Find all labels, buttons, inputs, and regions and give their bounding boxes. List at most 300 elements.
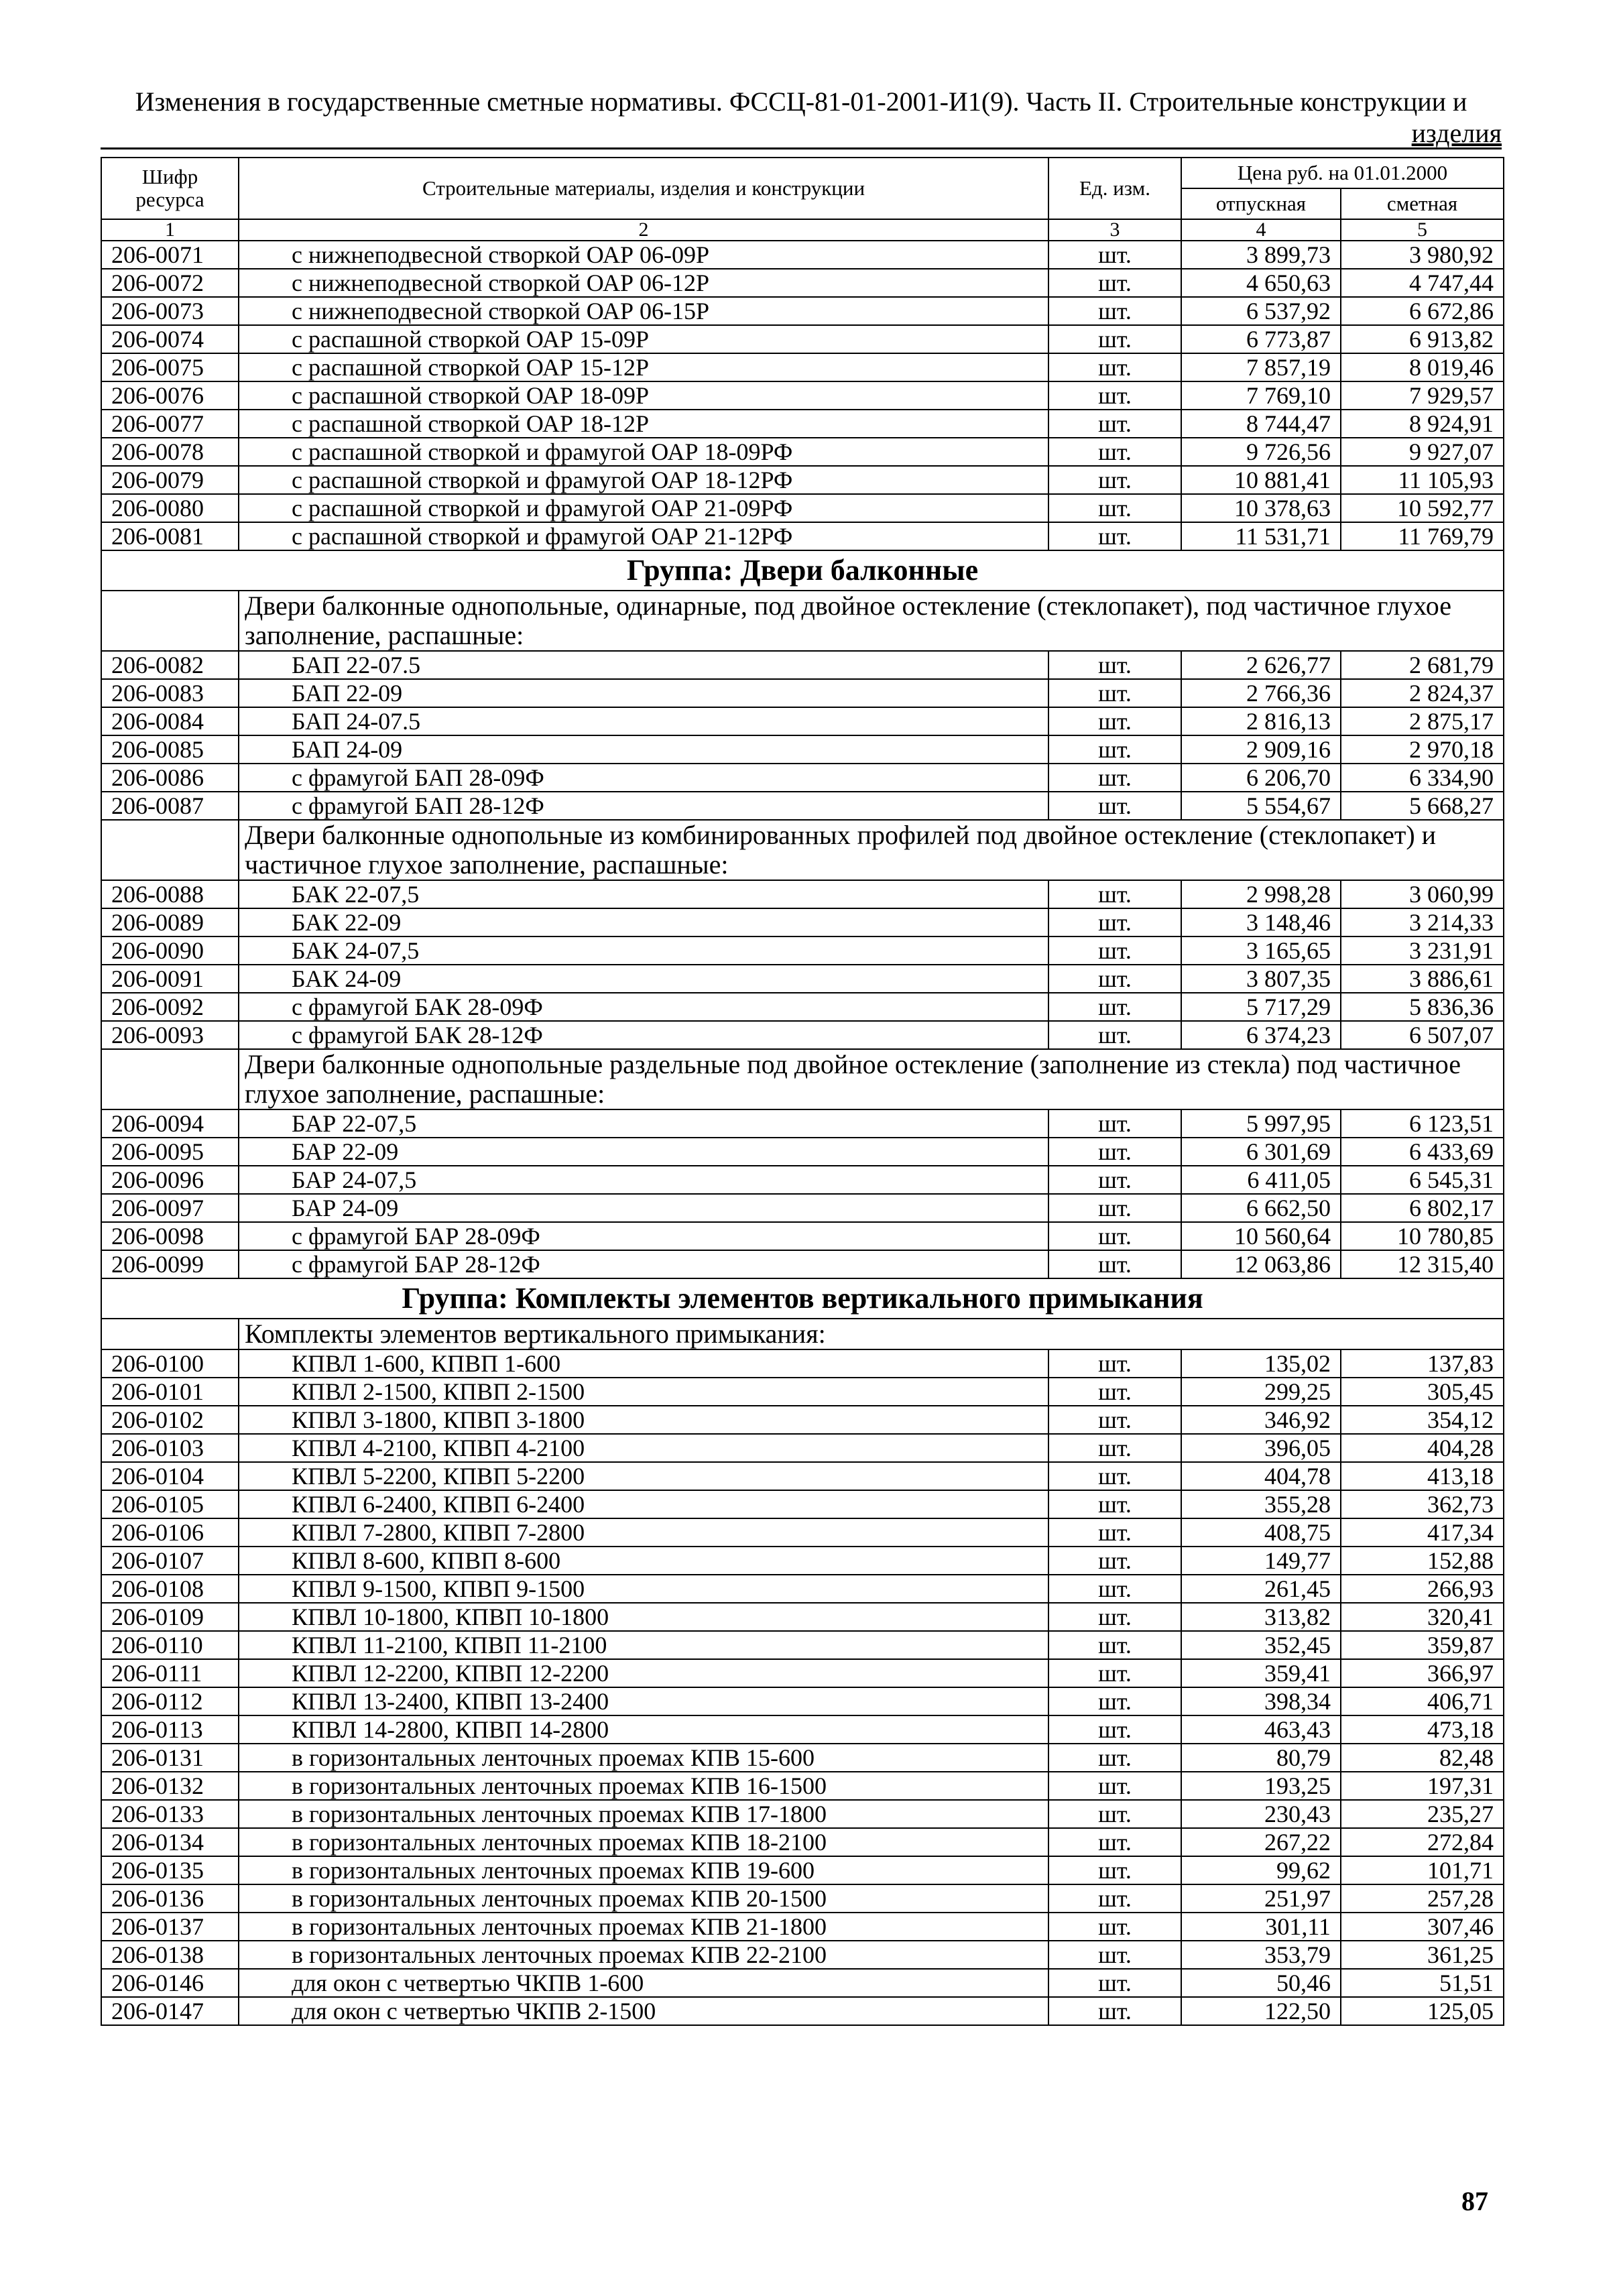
- table-row: [101, 1631, 1504, 1659]
- unit: шт.: [1048, 1941, 1181, 1969]
- estimate-price: 3 231,91: [1341, 936, 1504, 965]
- release-price: 346,92: [1181, 1406, 1341, 1434]
- unit: шт.: [1048, 1575, 1181, 1603]
- unit: шт.: [1048, 965, 1181, 993]
- release-price: 4 650,63: [1181, 269, 1341, 297]
- resource-code: 206-0131: [101, 1744, 239, 1772]
- subgroup-empty-cell: [101, 1049, 239, 1109]
- table-row: [101, 1021, 1504, 1049]
- subgroup-description: Двери балконные однопольные раздельные под двойное остекление (заполнение из стекла) под частичное глухое заполнение, распашные:: [239, 1049, 1504, 1109]
- table-row: [101, 1715, 1504, 1744]
- estimate-price: 366,97: [1341, 1659, 1504, 1687]
- release-price: 3 165,65: [1181, 936, 1341, 965]
- unit: шт.: [1048, 651, 1181, 679]
- release-price: 5 554,67: [1181, 792, 1341, 820]
- subgroup-row: [101, 820, 1504, 880]
- resource-code: 206-0092: [101, 993, 239, 1021]
- table-row: [101, 1434, 1504, 1462]
- table-row: [101, 1687, 1504, 1715]
- resource-code: 206-0099: [101, 1250, 239, 1278]
- group-heading-row: [101, 550, 1504, 591]
- release-price: 261,45: [1181, 1575, 1341, 1603]
- estimate-price: 11 105,93: [1341, 466, 1504, 494]
- table-row: [101, 381, 1504, 410]
- resource-code: 206-0138: [101, 1941, 239, 1969]
- estimate-price: 7 929,57: [1341, 381, 1504, 410]
- header-rule: [101, 147, 1502, 149]
- resource-code: 206-0094: [101, 1109, 239, 1138]
- resource-code: 206-0073: [101, 297, 239, 325]
- unit: шт.: [1048, 1603, 1181, 1631]
- release-price: 8 744,47: [1181, 410, 1341, 438]
- estimate-price: 82,48: [1341, 1744, 1504, 1772]
- resource-name: БАК 24-09: [239, 965, 1048, 993]
- resource-name: с распашной створкой и фрамугой ОАР 18-12РФ: [239, 466, 1048, 494]
- col-header-release-price: отпускная: [1181, 188, 1341, 219]
- release-price: 10 881,41: [1181, 466, 1341, 494]
- subgroup-description: Комплекты элементов вертикального примыкания:: [239, 1319, 1504, 1349]
- resource-code: 206-0136: [101, 1884, 239, 1913]
- resource-code: 206-0108: [101, 1575, 239, 1603]
- release-price: 2 998,28: [1181, 880, 1341, 908]
- release-price: 396,05: [1181, 1434, 1341, 1462]
- estimate-price: 6 545,31: [1341, 1166, 1504, 1194]
- table-row: [101, 1884, 1504, 1913]
- resource-code: 206-0091: [101, 965, 239, 993]
- table-row: [101, 297, 1504, 325]
- estimate-price: 2 681,79: [1341, 651, 1504, 679]
- release-price: 6 374,23: [1181, 1021, 1341, 1049]
- subgroup-row: [101, 1049, 1504, 1109]
- resource-name: КПВЛ 3-1800, КПВП 3-1800: [239, 1406, 1048, 1434]
- estimate-price: 6 123,51: [1341, 1109, 1504, 1138]
- resource-code: 206-0096: [101, 1166, 239, 1194]
- table-row: [101, 880, 1504, 908]
- resource-name: БАК 22-09: [239, 908, 1048, 936]
- release-price: 6 301,69: [1181, 1138, 1341, 1166]
- resource-code: 206-0101: [101, 1378, 239, 1406]
- table-row: [101, 707, 1504, 735]
- resource-code: 206-0132: [101, 1772, 239, 1800]
- release-price: 6 206,70: [1181, 764, 1341, 792]
- unit: шт.: [1048, 1828, 1181, 1856]
- resource-name: БАП 24-07.5: [239, 707, 1048, 735]
- table-row: [101, 1109, 1504, 1138]
- resource-name: КПВЛ 9-1500, КПВП 9-1500: [239, 1575, 1048, 1603]
- resource-name: КПВЛ 6-2400, КПВП 6-2400: [239, 1490, 1048, 1518]
- resource-code: 206-0146: [101, 1969, 239, 1997]
- resource-code: 206-0100: [101, 1349, 239, 1378]
- unit: шт.: [1048, 1547, 1181, 1575]
- unit: шт.: [1048, 494, 1181, 522]
- price-table-body: [101, 241, 1504, 2025]
- resource-name: БАП 22-09: [239, 679, 1048, 707]
- release-price: 135,02: [1181, 1349, 1341, 1378]
- release-price: 6 773,87: [1181, 325, 1341, 353]
- release-price: 2 766,36: [1181, 679, 1341, 707]
- table-row: [101, 1941, 1504, 1969]
- running-header: [101, 86, 1502, 150]
- unit: шт.: [1048, 438, 1181, 466]
- release-price: 10 560,64: [1181, 1222, 1341, 1250]
- release-price: 2 626,77: [1181, 651, 1341, 679]
- unit: шт.: [1048, 1969, 1181, 1997]
- table-row: [101, 936, 1504, 965]
- resource-code: 206-0080: [101, 494, 239, 522]
- release-price: 353,79: [1181, 1941, 1341, 1969]
- table-row: [101, 1969, 1504, 1997]
- resource-code: 206-0085: [101, 735, 239, 764]
- estimate-price: 197,31: [1341, 1772, 1504, 1800]
- resource-name: БАП 24-09: [239, 735, 1048, 764]
- release-price: 359,41: [1181, 1659, 1341, 1687]
- table-row: [101, 908, 1504, 936]
- estimate-price: 6 334,90: [1341, 764, 1504, 792]
- unit: шт.: [1048, 522, 1181, 550]
- table-row: [101, 1406, 1504, 1434]
- table-row: [101, 241, 1504, 269]
- unit: шт.: [1048, 1462, 1181, 1490]
- table-row: [101, 1222, 1504, 1250]
- estimate-price: 6 672,86: [1341, 297, 1504, 325]
- release-price: 12 063,86: [1181, 1250, 1341, 1278]
- estimate-price: 8 019,46: [1341, 353, 1504, 381]
- unit: шт.: [1048, 1715, 1181, 1744]
- resource-code: 206-0074: [101, 325, 239, 353]
- resource-name: с фрамугой БАК 28-09Ф: [239, 993, 1048, 1021]
- table-row: [101, 522, 1504, 550]
- table-row: [101, 1575, 1504, 1603]
- unit: шт.: [1048, 1109, 1181, 1138]
- resource-name: КПВЛ 1-600, КПВП 1-600: [239, 1349, 1048, 1378]
- unit: шт.: [1048, 1856, 1181, 1884]
- col-number: 2: [239, 219, 1048, 241]
- col-header-name: Строительные материалы, изделия и конструкции: [239, 158, 1048, 219]
- unit: шт.: [1048, 269, 1181, 297]
- unit: шт.: [1048, 241, 1181, 269]
- table-row: [101, 1378, 1504, 1406]
- resource-code: 206-0093: [101, 1021, 239, 1049]
- estimate-price: 3 980,92: [1341, 241, 1504, 269]
- resource-name: КПВЛ 2-1500, КПВП 2-1500: [239, 1378, 1048, 1406]
- resource-name: КПВЛ 8-600, КПВП 8-600: [239, 1547, 1048, 1575]
- unit: шт.: [1048, 936, 1181, 965]
- resource-name: с распашной створкой ОАР 18-12Р: [239, 410, 1048, 438]
- estimate-price: 307,46: [1341, 1913, 1504, 1941]
- estimate-price: 361,25: [1341, 1941, 1504, 1969]
- resource-code: 206-0095: [101, 1138, 239, 1166]
- table-row: [101, 269, 1504, 297]
- estimate-price: 406,71: [1341, 1687, 1504, 1715]
- estimate-price: 4 747,44: [1341, 269, 1504, 297]
- resource-name: КПВЛ 11-2100, КПВП 11-2100: [239, 1631, 1048, 1659]
- subgroup-empty-cell: [101, 820, 239, 880]
- resource-code: 206-0147: [101, 1997, 239, 2025]
- page-number: 87: [1461, 2186, 1488, 2216]
- resource-name: с нижнеподвесной створкой ОАР 06-15Р: [239, 297, 1048, 325]
- estimate-price: 5 836,36: [1341, 993, 1504, 1021]
- resource-name: для окон с четвертью ЧКПВ 1-600: [239, 1969, 1048, 1997]
- estimate-price: 235,27: [1341, 1800, 1504, 1828]
- release-price: 398,34: [1181, 1687, 1341, 1715]
- resource-name: в горизонтальных ленточных проемах КПВ 20-1500: [239, 1884, 1048, 1913]
- resource-name: КПВЛ 7-2800, КПВП 7-2800: [239, 1518, 1048, 1547]
- unit: шт.: [1048, 1687, 1181, 1715]
- release-price: 299,25: [1181, 1378, 1341, 1406]
- table-row: [101, 325, 1504, 353]
- table-row: [101, 1603, 1504, 1631]
- table-row: [101, 494, 1504, 522]
- release-price: 2 816,13: [1181, 707, 1341, 735]
- table-row: [101, 1250, 1504, 1278]
- release-price: 122,50: [1181, 1997, 1341, 2025]
- resource-name: БАР 24-07,5: [239, 1166, 1048, 1194]
- unit: шт.: [1048, 1913, 1181, 1941]
- resource-name: в горизонтальных ленточных проемах КПВ 15-600: [239, 1744, 1048, 1772]
- resource-code: 206-0112: [101, 1687, 239, 1715]
- unit: шт.: [1048, 1138, 1181, 1166]
- release-price: 6 537,92: [1181, 297, 1341, 325]
- estimate-price: 8 924,91: [1341, 410, 1504, 438]
- estimate-price: 266,93: [1341, 1575, 1504, 1603]
- table-row: [101, 1800, 1504, 1828]
- estimate-price: 320,41: [1341, 1603, 1504, 1631]
- col-header-price: Цена руб. на 01.01.2000: [1181, 158, 1504, 188]
- resource-code: 206-0084: [101, 707, 239, 735]
- resource-code: 206-0113: [101, 1715, 239, 1744]
- resource-name: КПВЛ 12-2200, КПВП 12-2200: [239, 1659, 1048, 1687]
- estimate-price: 6 507,07: [1341, 1021, 1504, 1049]
- release-price: 230,43: [1181, 1800, 1341, 1828]
- release-price: 149,77: [1181, 1547, 1341, 1575]
- col-number: 5: [1341, 219, 1504, 241]
- estimate-price: 413,18: [1341, 1462, 1504, 1490]
- resource-code: 206-0089: [101, 908, 239, 936]
- resource-code: 206-0078: [101, 438, 239, 466]
- estimate-price: 10 592,77: [1341, 494, 1504, 522]
- unit: шт.: [1048, 735, 1181, 764]
- resource-code: 206-0109: [101, 1603, 239, 1631]
- table-row: [101, 679, 1504, 707]
- col-number: 4: [1181, 219, 1341, 241]
- release-price: 463,43: [1181, 1715, 1341, 1744]
- resource-code: 206-0090: [101, 936, 239, 965]
- resource-name: с распашной створкой ОАР 15-12Р: [239, 353, 1048, 381]
- resource-name: с распашной створкой ОАР 15-09Р: [239, 325, 1048, 353]
- resource-name: БАР 22-09: [239, 1138, 1048, 1166]
- estimate-price: 6 913,82: [1341, 325, 1504, 353]
- estimate-price: 11 769,79: [1341, 522, 1504, 550]
- table-row: [101, 1194, 1504, 1222]
- estimate-price: 51,51: [1341, 1969, 1504, 1997]
- unit: шт.: [1048, 993, 1181, 1021]
- group-heading-row: [101, 1278, 1504, 1319]
- table-row: [101, 1166, 1504, 1194]
- table-row: [101, 1138, 1504, 1166]
- resource-code: 206-0111: [101, 1659, 239, 1687]
- resource-code: 206-0079: [101, 466, 239, 494]
- table-row: [101, 1518, 1504, 1547]
- estimate-price: 5 668,27: [1341, 792, 1504, 820]
- release-price: 267,22: [1181, 1828, 1341, 1856]
- resource-code: 206-0105: [101, 1490, 239, 1518]
- table-row: [101, 764, 1504, 792]
- estimate-price: 10 780,85: [1341, 1222, 1504, 1250]
- release-price: 10 378,63: [1181, 494, 1341, 522]
- resource-code: 206-0077: [101, 410, 239, 438]
- unit: шт.: [1048, 1406, 1181, 1434]
- resource-code: 206-0133: [101, 1800, 239, 1828]
- resource-code: 206-0104: [101, 1462, 239, 1490]
- unit: шт.: [1048, 880, 1181, 908]
- resource-code: 206-0081: [101, 522, 239, 550]
- resource-name: БАР 24-09: [239, 1194, 1048, 1222]
- resource-name: в горизонтальных ленточных проемах КПВ 17-1800: [239, 1800, 1048, 1828]
- resource-code: 206-0134: [101, 1828, 239, 1856]
- release-price: 9 726,56: [1181, 438, 1341, 466]
- resource-name: с фрамугой БАР 28-09Ф: [239, 1222, 1048, 1250]
- col-number: 1: [101, 219, 239, 241]
- unit: шт.: [1048, 466, 1181, 494]
- release-price: 193,25: [1181, 1772, 1341, 1800]
- resource-name: в горизонтальных ленточных проемах КПВ 19-600: [239, 1856, 1048, 1884]
- estimate-price: 6 433,69: [1341, 1138, 1504, 1166]
- resource-name: БАК 22-07,5: [239, 880, 1048, 908]
- release-price: 404,78: [1181, 1462, 1341, 1490]
- release-price: 6 662,50: [1181, 1194, 1341, 1222]
- resource-name: с нижнеподвесной створкой ОАР 06-09Р: [239, 241, 1048, 269]
- resource-code: 206-0097: [101, 1194, 239, 1222]
- table-row: [101, 1744, 1504, 1772]
- release-price: 313,82: [1181, 1603, 1341, 1631]
- resource-code: 206-0135: [101, 1856, 239, 1884]
- resource-name: с фрамугой БАК 28-12Ф: [239, 1021, 1048, 1049]
- resource-name: КПВЛ 5-2200, КПВП 5-2200: [239, 1462, 1048, 1490]
- release-price: 50,46: [1181, 1969, 1341, 1997]
- resource-name: в горизонтальных ленточных проемах КПВ 16-1500: [239, 1772, 1048, 1800]
- resource-code: 206-0076: [101, 381, 239, 410]
- resource-code: 206-0103: [101, 1434, 239, 1462]
- resource-code: 206-0086: [101, 764, 239, 792]
- running-header-line2: изделия: [1411, 118, 1502, 148]
- price-table-header: [101, 158, 1504, 241]
- subgroup-description: Двери балконные однопольные из комбинированных профилей под двойное остекление (стеклопакет) и частичное глухое заполнение, распашные:: [239, 820, 1504, 880]
- resource-code: 206-0072: [101, 269, 239, 297]
- unit: шт.: [1048, 792, 1181, 820]
- unit: шт.: [1048, 1772, 1181, 1800]
- table-row: [101, 1997, 1504, 2025]
- resource-code: 206-0137: [101, 1913, 239, 1941]
- resource-code: 206-0082: [101, 651, 239, 679]
- unit: шт.: [1048, 1800, 1181, 1828]
- subgroup-description: Двери балконные однопольные, одинарные, под двойное остекление (стеклопакет), под частичное глухое заполнение, распашные:: [239, 591, 1504, 651]
- estimate-price: 305,45: [1341, 1378, 1504, 1406]
- resource-name: БАП 22-07.5: [239, 651, 1048, 679]
- unit: шт.: [1048, 297, 1181, 325]
- release-price: 408,75: [1181, 1518, 1341, 1547]
- release-price: 11 531,71: [1181, 522, 1341, 550]
- group-heading: Группа: Комплекты элементов вертикального примыкания: [101, 1278, 1504, 1319]
- table-row: [101, 1856, 1504, 1884]
- resource-name: с нижнеподвесной створкой ОАР 06-12Р: [239, 269, 1048, 297]
- release-price: 7 857,19: [1181, 353, 1341, 381]
- unit: шт.: [1048, 1884, 1181, 1913]
- col-header-estimate-price: сметная: [1341, 188, 1504, 219]
- resource-code: 206-0071: [101, 241, 239, 269]
- resource-name: с распашной створкой и фрамугой ОАР 21-12РФ: [239, 522, 1048, 550]
- release-price: 301,11: [1181, 1913, 1341, 1941]
- unit: шт.: [1048, 707, 1181, 735]
- resource-code: 206-0098: [101, 1222, 239, 1250]
- estimate-price: 272,84: [1341, 1828, 1504, 1856]
- table-row: [101, 1490, 1504, 1518]
- release-price: 7 769,10: [1181, 381, 1341, 410]
- table-row: [101, 1913, 1504, 1941]
- estimate-price: 2 824,37: [1341, 679, 1504, 707]
- estimate-price: 3 214,33: [1341, 908, 1504, 936]
- table-row: [101, 466, 1504, 494]
- resource-name: в горизонтальных ленточных проемах КПВ 21-1800: [239, 1913, 1048, 1941]
- unit: шт.: [1048, 1434, 1181, 1462]
- resource-name: КПВЛ 14-2800, КПВП 14-2800: [239, 1715, 1048, 1744]
- unit: шт.: [1048, 1250, 1181, 1278]
- unit: шт.: [1048, 679, 1181, 707]
- release-price: 2 909,16: [1181, 735, 1341, 764]
- table-row: [101, 965, 1504, 993]
- table-row: [101, 1349, 1504, 1378]
- estimate-price: 3 886,61: [1341, 965, 1504, 993]
- resource-code: 206-0106: [101, 1518, 239, 1547]
- unit: шт.: [1048, 1166, 1181, 1194]
- estimate-price: 2 970,18: [1341, 735, 1504, 764]
- resource-name: с фрамугой БАП 28-12Ф: [239, 792, 1048, 820]
- table-row: [101, 651, 1504, 679]
- estimate-price: 9 927,07: [1341, 438, 1504, 466]
- col-header-code: Шифр ресурса: [101, 158, 239, 219]
- release-price: 3 899,73: [1181, 241, 1341, 269]
- unit: шт.: [1048, 1349, 1181, 1378]
- table-row: [101, 792, 1504, 820]
- table-row: [101, 1772, 1504, 1800]
- estimate-price: 101,71: [1341, 1856, 1504, 1884]
- resource-name: для окон с четвертью ЧКПВ 2-1500: [239, 1997, 1048, 2025]
- release-price: 352,45: [1181, 1631, 1341, 1659]
- estimate-price: 3 060,99: [1341, 880, 1504, 908]
- unit: шт.: [1048, 1659, 1181, 1687]
- subgroup-empty-cell: [101, 591, 239, 651]
- subgroup-empty-cell: [101, 1319, 239, 1349]
- resource-code: 206-0107: [101, 1547, 239, 1575]
- release-price: 5 717,29: [1181, 993, 1341, 1021]
- unit: шт.: [1048, 1631, 1181, 1659]
- col-header-unit: Ед. изм.: [1048, 158, 1181, 219]
- unit: шт.: [1048, 410, 1181, 438]
- estimate-price: 12 315,40: [1341, 1250, 1504, 1278]
- release-price: 3 148,46: [1181, 908, 1341, 936]
- resource-name: в горизонтальных ленточных проемах КПВ 22-2100: [239, 1941, 1048, 1969]
- unit: шт.: [1048, 1997, 1181, 2025]
- estimate-price: 359,87: [1341, 1631, 1504, 1659]
- unit: шт.: [1048, 1222, 1181, 1250]
- resource-code: 206-0110: [101, 1631, 239, 1659]
- estimate-price: 354,12: [1341, 1406, 1504, 1434]
- estimate-price: 404,28: [1341, 1434, 1504, 1462]
- price-table: [101, 157, 1504, 2026]
- estimate-price: 417,34: [1341, 1518, 1504, 1547]
- unit: шт.: [1048, 764, 1181, 792]
- resource-name: в горизонтальных ленточных проемах КПВ 18-2100: [239, 1828, 1048, 1856]
- table-row: [101, 1659, 1504, 1687]
